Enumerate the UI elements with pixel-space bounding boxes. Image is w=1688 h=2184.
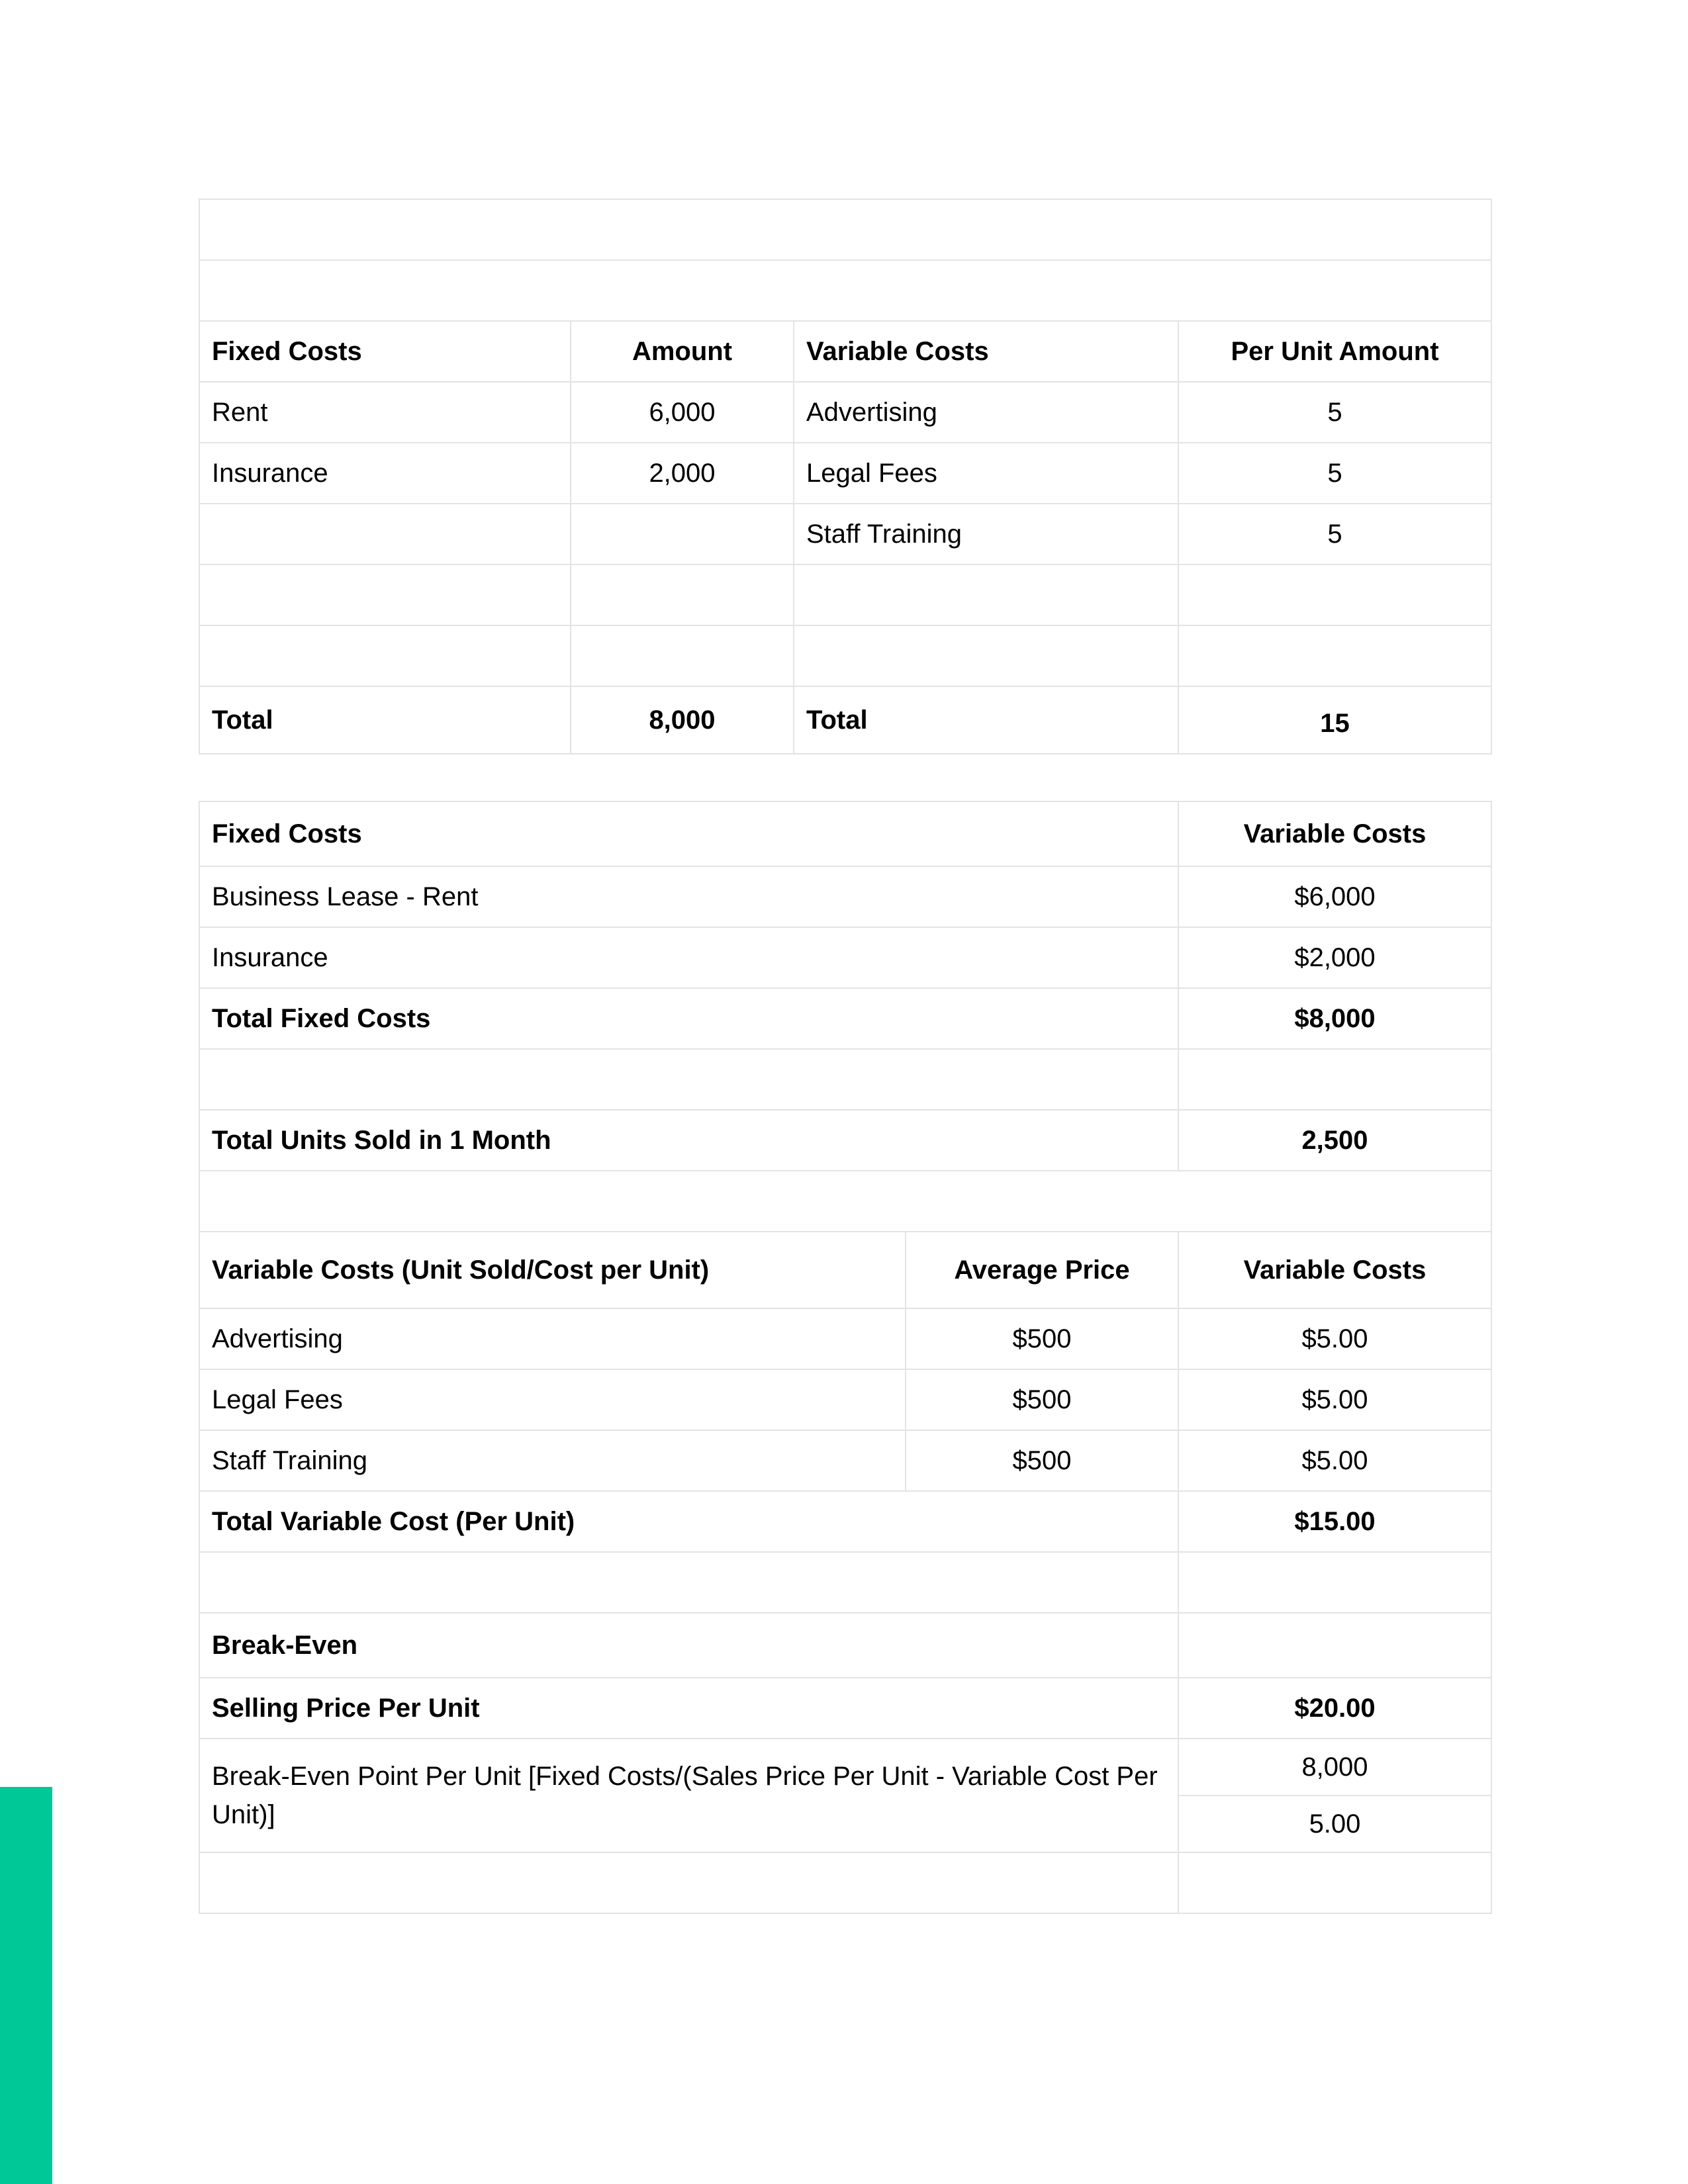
fixed-cost-amount — [571, 504, 794, 565]
table-row — [199, 443, 1491, 504]
header-variable-cost-value: Variable Costs — [1178, 1232, 1491, 1308]
total-row — [199, 686, 1491, 754]
selling-price-row — [199, 1678, 1491, 1739]
fixed-cost-name: Insurance — [199, 927, 1178, 988]
fixed-cost-amount: 2,000 — [571, 443, 794, 504]
selling-price-label: Selling Price Per Unit — [199, 1678, 1178, 1739]
header-amount: Amount — [571, 321, 794, 382]
total-label: Total — [199, 686, 571, 754]
average-price: $500 — [906, 1430, 1178, 1491]
header-variable-costs: Variable Costs — [794, 321, 1178, 382]
table-row — [199, 565, 1491, 625]
header-fixed-costs: Fixed Costs — [199, 321, 571, 382]
total-variable-row — [199, 1491, 1491, 1552]
header-row — [199, 321, 1491, 382]
variable-cost-amount: 5 — [1178, 382, 1491, 443]
break-even-table — [199, 801, 1492, 1914]
empty-row — [199, 1852, 1491, 1913]
empty-row — [199, 1552, 1491, 1613]
table-row — [199, 866, 1491, 927]
break-even-point-values — [1178, 1739, 1491, 1852]
variable-cost-name: Advertising — [794, 382, 1178, 443]
variable-cost-value: $5.00 — [1178, 1308, 1491, 1369]
empty-row — [199, 1049, 1491, 1110]
variable-cost-amount — [1178, 625, 1491, 686]
fixed-cost-name: Business Lease - Rent — [199, 866, 1178, 927]
variable-cost-name: Legal Fees — [199, 1369, 906, 1430]
fixed-cost-value: $6,000 — [1178, 866, 1491, 927]
variable-cost-name: Legal Fees — [794, 443, 1178, 504]
header-variable-costs: Variable Costs — [1178, 801, 1491, 866]
average-price: $500 — [906, 1308, 1178, 1369]
table-row — [199, 927, 1491, 988]
fixed-cost-name: Rent — [199, 382, 571, 443]
table-row — [199, 504, 1491, 565]
variable-cost-value: $5.00 — [1178, 1430, 1491, 1491]
total-variable-value: $15.00 — [1178, 1491, 1491, 1552]
variable-cost-value: $5.00 — [1178, 1369, 1491, 1430]
total-variable-amount: 15 — [1178, 686, 1491, 754]
empty-row — [199, 199, 1491, 260]
break-even-point-row — [199, 1739, 1491, 1852]
average-price: $500 — [906, 1369, 1178, 1430]
variable-cost-name: Staff Training — [199, 1430, 906, 1491]
fixed-cost-amount: 6,000 — [571, 382, 794, 443]
total-label: Total — [794, 686, 1178, 754]
variable-header-row — [199, 1232, 1491, 1308]
fixed-cost-name: Insurance — [199, 443, 571, 504]
fixed-cost-amount — [571, 565, 794, 625]
units-sold-row — [199, 1110, 1491, 1171]
variable-cost-amount — [1178, 565, 1491, 625]
break-even-label: Break-Even — [199, 1613, 1178, 1678]
empty-row — [199, 1171, 1491, 1232]
empty-row — [199, 260, 1491, 321]
break-even-fixed-costs-value: 8,000 — [1179, 1739, 1491, 1796]
variable-cost-name — [794, 625, 1178, 686]
total-fixed-label: Total Fixed Costs — [199, 988, 1178, 1049]
variable-cost-name: Staff Training — [794, 504, 1178, 565]
fixed-cost-amount — [571, 625, 794, 686]
variable-cost-name: Advertising — [199, 1308, 906, 1369]
total-fixed-value: $8,000 — [1178, 988, 1491, 1049]
units-sold-label: Total Units Sold in 1 Month — [199, 1110, 1178, 1171]
variable-cost-amount: 5 — [1178, 504, 1491, 565]
table-row — [199, 382, 1491, 443]
fixed-cost-name — [199, 625, 571, 686]
fixed-cost-name — [199, 565, 571, 625]
table-row — [199, 1369, 1491, 1430]
fixed-cost-value: $2,000 — [1178, 927, 1491, 988]
variable-cost-amount: 5 — [1178, 443, 1491, 504]
accent-bar — [0, 1787, 52, 2184]
units-sold-value: 2,500 — [1178, 1110, 1491, 1171]
header-variable-cost-name: Variable Costs (Unit Sold/Cost per Unit) — [199, 1232, 906, 1308]
header-average-price: Average Price — [906, 1232, 1178, 1308]
header-row — [199, 801, 1491, 866]
break-even-row — [199, 1613, 1491, 1678]
total-fixed-row — [199, 988, 1491, 1049]
break-even-point-label: Break-Even Point Per Unit [Fixed Costs/(Sales Price Per Unit - Variable Cost Per Unit)] — [199, 1739, 1178, 1852]
table-row — [199, 625, 1491, 686]
total-variable-label: Total Variable Cost (Per Unit) — [199, 1491, 1178, 1552]
selling-price-value: $20.00 — [1178, 1678, 1491, 1739]
break-even-result-value: 5.00 — [1309, 1809, 1361, 1839]
total-fixed-amount: 8,000 — [571, 686, 794, 754]
cost-table — [199, 199, 1492, 754]
table-row — [199, 1308, 1491, 1369]
header-fixed-costs: Fixed Costs — [199, 801, 1178, 866]
header-per-unit-amount: Per Unit Amount — [1178, 321, 1491, 382]
fixed-cost-name — [199, 504, 571, 565]
table-row — [199, 1430, 1491, 1491]
variable-cost-name — [794, 565, 1178, 625]
